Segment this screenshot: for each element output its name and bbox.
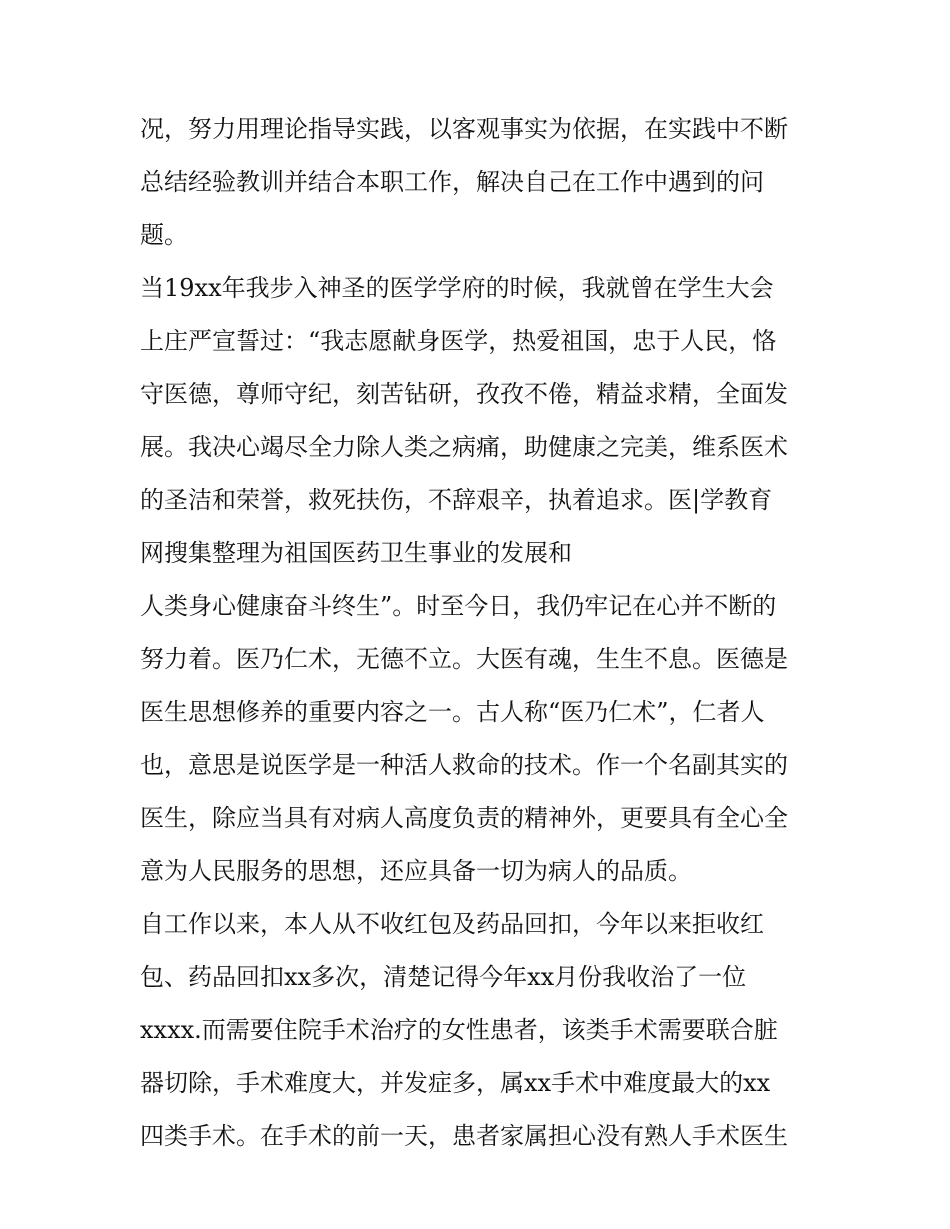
text-line: 医生思想修养的重要内容之一。古人称“医乃仁术”，仁者人 (140, 698, 765, 726)
text-line: 也，意思是说医学是一种活人救命的技术。作一个名副其实的 (140, 751, 788, 779)
text-line: 自工作以来，本人从不收红包及药品回扣，今年以来拒收红 (140, 910, 764, 938)
text-line: 上庄严宣誓过：“我志愿献身医学，热爱祖国，忠于人民，恪 (140, 327, 777, 355)
text-line: 人类身心健康奋斗终生”。时至今日，我仍牢记在心并不断的 (140, 592, 777, 620)
text-line: 四类手术。在手术的前一天，患者家属担心没有熟人手术医生 (140, 1122, 788, 1150)
document-body (140, 103, 820, 1163)
text-line: 意为人民服务的思想，还应具备一切为病人的品质。 (140, 857, 692, 885)
text-line: 总结经验教训并结合本职工作，解决自己在工作中遇到的问 (140, 168, 764, 196)
text-line: 题。 (140, 221, 188, 249)
text-line: 况，努力用理论指导实践，以客观事实为依据，在实践中不断 (140, 115, 788, 143)
text-line: 当19xx年我步入神圣的医学学府的时候，我就曾在学生大会 (140, 274, 774, 302)
text-line: 医生，除应当具有对病人高度负责的精神外，更要具有全心全 (140, 804, 788, 832)
text-line: 器切除，手术难度大，并发症多，属xx手术中难度最大的xx (140, 1069, 771, 1097)
text-line: 的圣洁和荣誉，救死扶伤，不辞艰辛，执着追求。医|学教育 (140, 486, 773, 514)
text-line: 守医德，尊师守纪，刻苦钻研，孜孜不倦，精益求精，全面发 (140, 380, 788, 408)
text-line: 展。我决心竭尽全力除人类之病痛，助健康之完美，维系医术 (140, 433, 788, 461)
text-line: 包、药品回扣xx多次，清楚记得今年xx月份我收治了一位 (140, 963, 747, 991)
text-line: 网搜集整理为祖国医药卫生事业的发展和 (140, 539, 572, 567)
text-line: xxxx.而需要住院手术治疗的女性患者，该类手术需要联合脏 (140, 1016, 778, 1044)
text-line: 努力着。医乃仁术，无德不立。大医有魂，生生不息。医德是 (140, 645, 788, 673)
